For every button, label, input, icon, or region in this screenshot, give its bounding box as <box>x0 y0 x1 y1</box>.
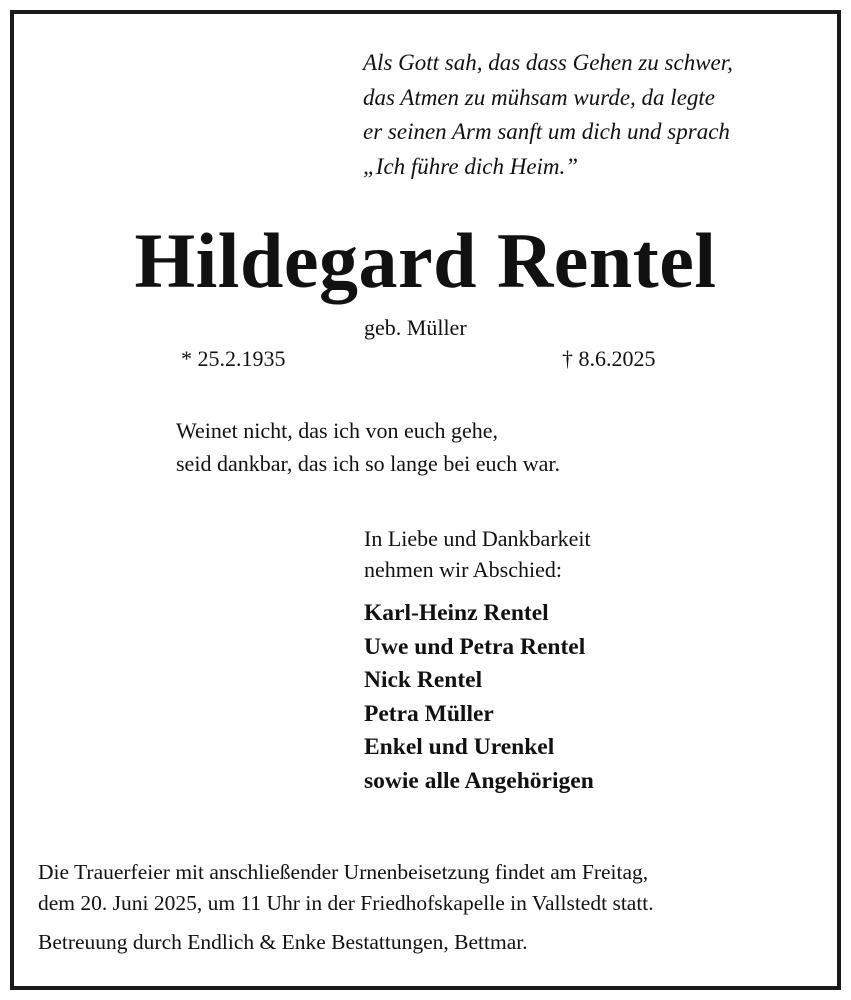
mourners-list <box>364 597 594 799</box>
farewell-intro <box>364 523 591 585</box>
mourner-name: Nick Rentel <box>364 667 483 694</box>
mourner-name: sowie alle Angehörigen <box>364 767 594 794</box>
ceremony-line: Die Trauerfeier mit anschließender Urnenbeisetzung findet am Freitag, <box>38 860 649 884</box>
verse-line: das Atmen zu mühsam wurde, da legte <box>363 84 716 110</box>
verse-line: „Ich führe dich Heim.” <box>363 154 579 180</box>
opening-verse <box>363 46 733 185</box>
farewell-line: In Liebe und Dankbarkeit <box>364 526 591 551</box>
poem-line: Weinet nicht, das ich von euch gehe, <box>176 418 499 443</box>
mourner-name: Petra Müller <box>364 700 494 727</box>
verse-line: er seinen Arm sanft um dich und sprach <box>363 119 730 145</box>
poem-line: seid dankbar, das ich so lange bei euch war. <box>176 451 560 476</box>
farewell-line: nehmen wir Abschied: <box>364 557 562 582</box>
farewell-poem <box>176 414 560 480</box>
ceremony-line: dem 20. Juni 2025, um 11 Uhr in der Friedhofskapelle in Vallstedt statt. <box>38 891 654 915</box>
mourner-name: Uwe und Petra Rentel <box>364 633 586 660</box>
verse-line: Als Gott sah, das dass Gehen zu schwer, <box>363 50 733 75</box>
deceased-name: Hildegard Rentel <box>134 217 717 304</box>
birth-name: geb. Müller <box>364 315 467 340</box>
mourner-name: Karl-Heinz Rentel <box>364 600 549 626</box>
ceremony-notice <box>38 857 654 919</box>
mourner-name: Enkel und Urenkel <box>364 734 555 761</box>
death-date: † 8.6.2025 <box>562 346 656 371</box>
birth-date: * 25.2.1935 <box>181 346 286 371</box>
undertaker-notice: Betreuung durch Endlich & Enke Bestattungen, Bettmar. <box>38 930 528 954</box>
